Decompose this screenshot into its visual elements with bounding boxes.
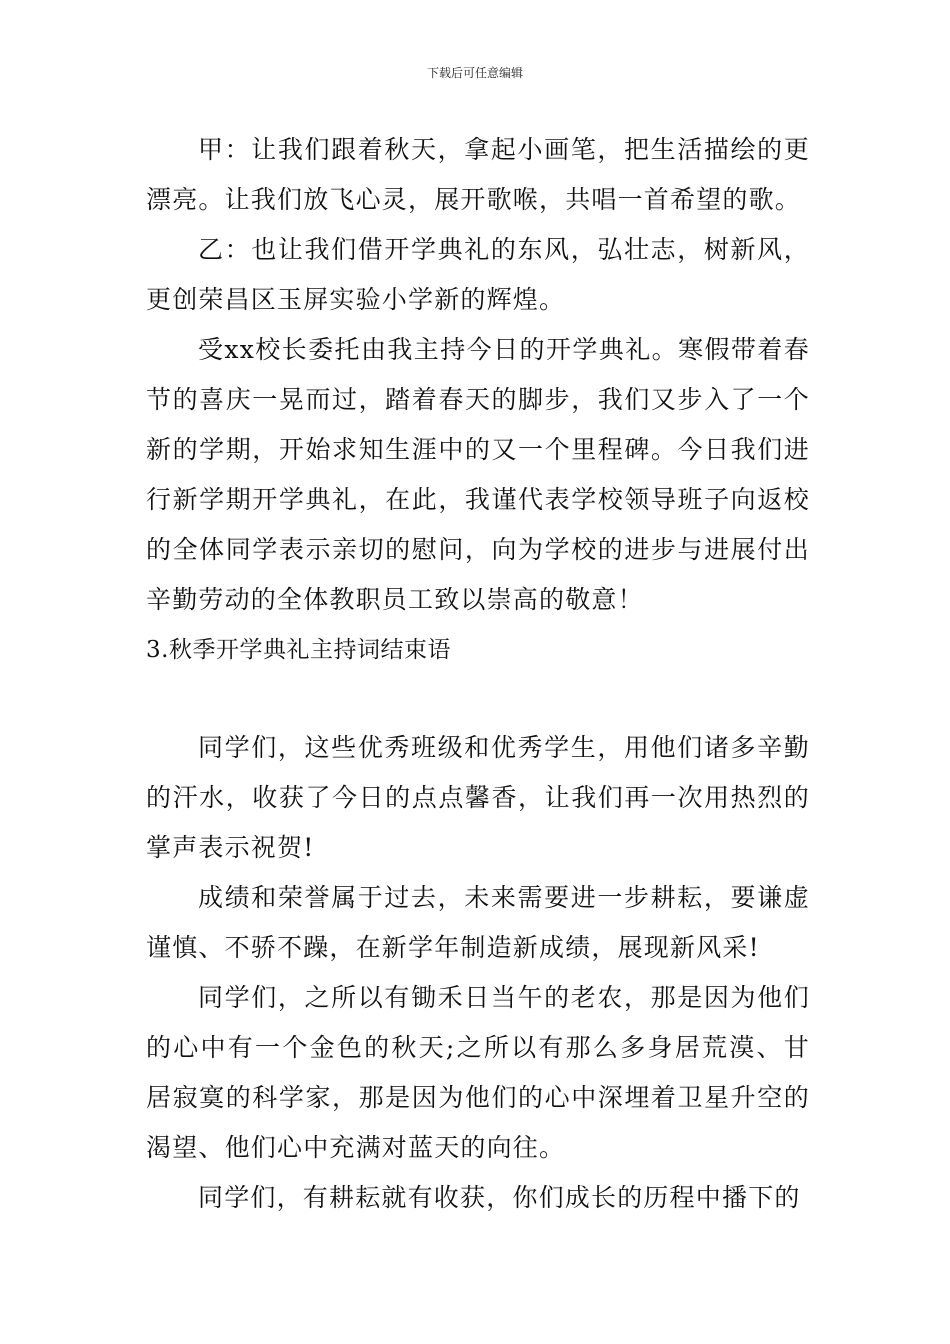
paragraph-golden-autumn: 同学们，之所以有锄禾日当午的老农，那是因为他们的心中有一个金色的秋天;之所以有那么多身居荒漠、甘居寂寞的科学家，那是因为他们的心中深埋着卫星升空的渴望、他们心中充满对蓝天的向往。 [146, 983, 810, 1162]
paragraph-yi: 乙：也让我们借开学典礼的东风，弘壮志，树新风，更创荣昌区玉屏实验小学新的辉煌。 [146, 235, 810, 314]
paragraph-jia: 甲：让我们跟着秋天，拿起小画笔，把生活描绘的更漂亮。让我们放飞心灵，展开歌喉，共唱一首希望的歌。 [146, 135, 810, 214]
document-body [146, 125, 810, 1223]
paragraph-congratulations: 同学们，这些优秀班级和优秀学生，用他们诸多辛勤的汗水，收获了今日的点点馨香，让我们再一次用热烈的掌声表示祝贺! [146, 733, 810, 862]
paragraph-principal-entrust: 受xx校长委托由我主持今日的开学典礼。寒假带着春节的喜庆一晃而过，踏着春天的脚步，我们又步入了一个新的学期，开始求知生涯中的又一个里程碑。今日我们进行新学期开学典礼，在此，我谨代表学校领导班子向返校的全体同学表示亲切的慰问，向为学校的进步与进展付出辛勤劳动的全体教职员工致以崇高的敬意！ [146, 335, 810, 614]
section-spacer [146, 675, 810, 723]
paragraph-harvest: 同学们，有耕耘就有收获，你们成长的历程中播下的 [198, 1183, 801, 1212]
section-heading: 3.秋季开学典礼主持词结束语 [146, 637, 451, 663]
page-header-note: 下载后可任意编辑 [426, 66, 523, 80]
paragraph-achievements: 成绩和荣誉属于过去，未来需要进一步耕耘，要谦虚谨慎、不骄不躁，在新学年制造新成绩，展现新风采! [146, 883, 810, 962]
